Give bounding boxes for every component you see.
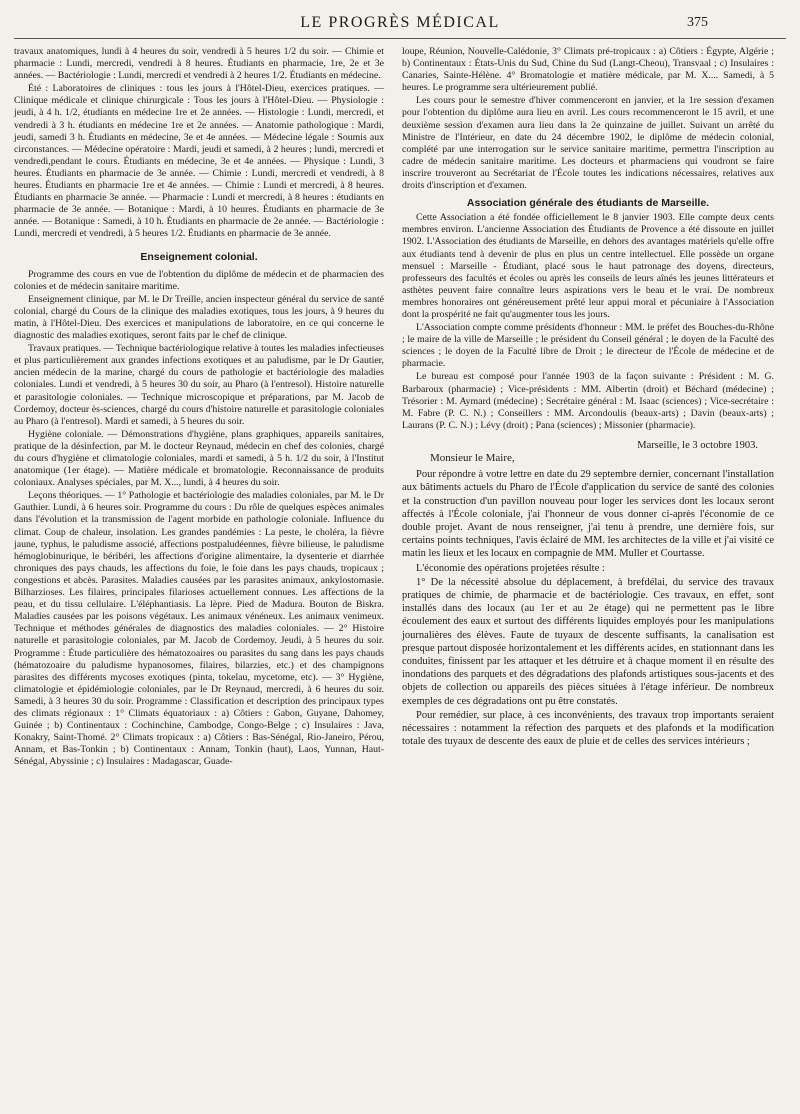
letter-date: Marseille, le 3 octobre 1903. xyxy=(637,439,758,451)
paragraph: Le bureau est composé pour l'année 1903 de la façon suivante : Président : M. G. Barbaroux (pharmacie) ; Vice-présidents : MM. Albertin (droit) et Béchard (médecine) ; Trésorier : M. Aymard (médecine) ; Secrétaire général : M. Isaac (sciences) ; Vice-secrétaire : M. Fabre (P. C. N.) ; Conseillers : MM. Arcondoulis (beaux-arts) ; Davin (beaux-arts) ; Laurans (P. C. N.) ; Lévy (droit) ; Pana (sciences) ; Missonier (pharmacie). xyxy=(402,371,774,431)
paragraph: 1° De la nécessité absolue du déplacement, à brefdélai, du service des travaux pratiques de chimie, de pharmacie et de bactériologie. Ces travaux, en effet, sont installés dans des locaux (au 1er et au 2e étage) qui ne permettent pas le libre écoulement des eaux et surtout des différents liquides employés pour les manipulations journalières des élèves. Faute de tuyaux de descente suffisants, la canalisation est presque partout disposée horizontalement et les différents acides, en stationnant dans les conduites, finissent par les attaquer et les détruire et à chaque moment il en résulte des inondations des parquets et des dégradations des plafonds artistiques sous-jacents et des objets de collection ou appareils des pièces situées à l'étage inférieur. De nombreux exemples de ces dégradations ont pu être constatés. xyxy=(402,576,774,707)
paragraph: Pour remédier, sur place, à ces inconvénients, des travaux trop importants seraient nécessaires : notamment la réfection des parquets et des plafonds et la modification totale des tuyaux de descente des eaux de pluie et de celles des services intérieurs ; xyxy=(402,709,774,748)
right-column xyxy=(402,46,774,749)
section-heading: Association générale des étudiants de Marseille. xyxy=(466,197,710,210)
paragraph: Hygiène coloniale. — Démonstrations d'hygiène, plans graphiques, appareils sanitaires, pratique de la désinfection, par M. le docteur Reynaud, médecin en chef des colonies, chargé du cours d'hygiène et climatologie coloniales, mardi et samedi, à 5 h. 1/2 du soir, à l'Institut anatomique (1er étage). — Matière médicale et bromatologie. Reconnaissance de produits coloniaux. Analyses spéciales, par M. X..., lundi, à 4 heures du soir. xyxy=(14,428,384,489)
paragraph: L'économie des opérations projetées résulte : xyxy=(416,562,605,574)
page-number: 375 xyxy=(687,15,708,30)
paragraph: travaux anatomiques, lundi à 4 heures du soir, vendredi à 5 heures 1/2 du soir. — Chimie et pharmacie : Lundi, mercredi, vendredi à 8 heures. Étudiants en pharmacie, 1re, 2e et 3e années. — Bactériologie : Lundi, mercredi et vendredi à 2 heures 1/2. Étudiants en médecine. xyxy=(14,46,384,82)
paragraph: Leçons théoriques. — 1° Pathologie et bactériologie des maladies coloniales, par M. le Dr Gauthier. Lundi, à 6 heures soir. Programme du cours : Du rôle de quelques espèces animales dans l'évolution et la transmission de l'agent morbide en pathologie coloniale. Influence du climat. Coup de chaleur, insolation. Les grandes pandémies : La peste, le choléra, la fièvre jaune, typhus, le paludisme associé, affections postpaludéennes, fièvre bilieuse, le paludisme hémoglobinurique, le béribéri, les affections d'origine alimentaire, la dysenterie et diarrhée chroniques des pays chauds, les affections du foie, le foie dans les pays chauds, tropicaux ; congestions et abcès. Parasites. Maladies causées par les parasites animaux, ankylostomasie. Bilharzioses. Les filaires, principales filarioses actuellement connues. Les affections de la peau, et du tissu cellulaire. L'éléphantiasis. La lèpre. Pied de Madura. Bouton de Biskra. Maladies causées par les poisons végétaux. Les animaux vénéneux. Les animaux venimeux. Technique et méthodes générales de diagnostics des maladies coloniales. — 2° Histoire naturelle et parasitologie coloniales, par M. Jacob de Cordemoy. Jeudi, à 5 heures du soir. Programme : Étude particulière des hématozoaires ou parasites du sang dans les pays chauds (hématozoaire du paludisme hypanosomes, filaires, bilarzies, etc.) et des champignons parasites des différents mycoses exotiques (pinta, tokelau, mycetome, etc). — 3° Hygiène, climatologie et épidémiologie coloniales, par le Dr Reynaud, mercredi, à 6 heures du soir. Samedi, à 3 heures 30 du soir. Programme : Classification et description des principaux types des climats régionaux : 1° Climats équatoriaux : a) Côtiers : Gabon, Guyane, Dahomey, Guinée ; b) Continentaux : Cochinchine, Cambodge, Congo-Belge ; c) Insulaires : Java, Konakry, Saint-Thomé. 2° Climats tropicaux : a) Côtiers : Bas-Sénégal, Rio-Janeiro, Pérou, Annam, et Bas-Tonkin ; b) Continentaux : Annam, Tonkin (haut), Laos, Yunnan, Haut-Sénégal, Abyssinie ; c) Insulaires : Madagascar, Guade- xyxy=(14,490,384,768)
paragraph: Programme des cours en vue de l'obtention du diplôme de médecin et de pharmacien des colonies et de médecin sanitaire maritime. xyxy=(14,268,384,292)
paragraph: Pour répondre à votre lettre en date du 29 septembre dernier, concernant l'installation aux bâtiments actuels du Pharo de l'École d'application du service de santé des colonies et la construction d'un pavillon nouveau pour loger les services dont les locaux seront affectés à l'École coloniale, j'ai l'honneur de vous donner ci-après l'économie de ce double projet. Avant de nous renseigner, j'ai tenu à prendre, une dernière fois, sur certains points techniques, l'avis éclairé de MM. les architectes de la ville et j'ai visité ce matin les lieux et les locaux en compagnie de MM. Muller et Courtasse. xyxy=(402,469,774,560)
letter-body xyxy=(402,468,774,748)
paragraph: Été : Laboratoires de cliniques : tous les jours à l'Hôtel-Dieu, exercices pratiques. — Clinique médicale et clinique chirurgicale : Tous les jours à l'Hôtel-Dieu. — Physiologie : jeudi, à 4 h. 1/2, étudiants en médecine 1re et 2e années. — Histologie : Lundi, mercredi, et vendredi à 3 h. étudiants en médecine 1re et 2e années. — Anatomie pathologique : Mardi, jeudi, samedi 3 h. Étudiants en médecine, 3e et 4e années. — Médecine légale : Soumis aux circonstances. — Médecine opératoire : Mardi, jeudi et samedi, à 2 heures ; lundi, mercredi et vendredi,pendant le cours. Étudiants en médecine, 3e et 4e années. — Physique : Lundi, 3 heures. Étudiants en pharmacie de 3e année. — Chimie : Lundi, mercredi et vendredi, à 8 heures. Étudiants en pharmacie 1re et 4e années. — Chimie : Lundi et mercredi, à 8 heures. Étudiants en pharmacie 3e année. — Pharmacie : Lundi et mercredi, à 8 heures : étudiants en pharmacie de 3e année. — Botanique : Mardi, à 10 heures. Étudiants en pharmacie de 3e année. — Botanique : Samedi, à 10 h. Étudiants en pharmacie de 2e année. — Bactériologie : Lundi, mercredi et vendredi, à 5 heures 1/2. Étudiants en pharmacie de 3e année. xyxy=(14,83,384,240)
section-heading: Enseignement colonial. xyxy=(140,250,258,263)
paragraph: Cette Association a été fondée officiellement le 8 janvier 1903. Elle compte deux cents membres environ. L'ancienne Association des Étudiants de Provence a été dissoute en juillet 1902. L'Association des étudiants de Marseille, en dehors des avantages matériels qu'elle offre aux étudiants tend à devenir de plus en plus un centre intellectuel. Elle possède un organe mensuel : Marseille - Étudiant, placé sous le haut patronage des doyens, directeurs, professeurs des facultés et écoles ou après les conseils de leurs aînés les jeunes littérateurs et asthètes peuvent faire connaître leurs aspirations vers le beau et le vrai. De nombreux membres honoraires ont généreusement prêté leur appui moral et pécuniaire à l'Association dont la prospérité ne fait qu'augmenter tous les jours. xyxy=(402,212,774,320)
letter-salutation: Monsieur le Maire, xyxy=(430,452,515,464)
header-rule xyxy=(14,38,786,39)
paragraph: Travaux pratiques. — Technique bactériologique relative à toutes les maladies infectieuses et plus particulièrement aux grandes infections exotiques et au paludisme, par le Dr Gautier, ancien médecin de la marine, chargé du cours de pathologie et bactériologie des maladies coloniales. Lundi et vendredi, à 5 heures 30 du soir, au Pharo (à l'entresol). Histoire naturelle et parasitologie coloniales. — Technique microscopique et préparations, par M. Jacob de Cordemoy, docteur ès-sciences, chargé du cours d'histoire naturelle et parasitologie coloniales au Pharo (à l'entresol). Mardi et samedi, à 5 heures du soir. xyxy=(14,343,384,427)
page-header xyxy=(0,14,800,38)
paragraph: Enseignement clinique, par M. le Dr Treille, ancien inspecteur général du service de santé colonial, chargé du Cours de la clinique des maladies exotiques, tous les jours, à 9 heures du matin, à l'Hôtel-Dieu. Des exercices et manipulations de laboratoire, en ce qui concerne le diagnostic des maladies exotiques, seront faits par le chef de clinique. xyxy=(14,293,384,342)
paragraph: L'Association compte comme présidents d'honneur : MM. le préfet des Bouches-du-Rhône ; le maire de la ville de Marseille ; le président du Conseil général ; le doyen de la Faculté des sciences ; le doyen de la Faculté libre de Droit ; le directeur de l'École de médecine et de pharmacie. xyxy=(402,322,774,370)
paragraph: loupe, Réunion, Nouvelle-Calédonie, 3° Climats pré-tropicaux : a) Côtiers : Égypte, Algérie ; b) Continentaux : États-Unis du Sud, Chine du Sud (Langt-Cheou), Transvaal ; c) Insulaires : Canaries, Sainte-Hélène. 4° Bromatologie et matière médicale, par M. X.... Samedi, à 5 heures. Le programme sera ultérieurement publié. xyxy=(402,46,774,94)
journal-title: LE PROGRÈS MÉDICAL xyxy=(300,14,500,31)
left-column xyxy=(14,46,384,769)
paragraph: Les cours pour le semestre d'hiver commenceront en janvier, et la 1re session d'examen pour l'obtention du diplôme aura lieu en avril. Les cours recommenceront le 15 avril, et une deuxième session d'examen aura lieu dans la 2e quinzaine de juillet. Suivant un arrêté du Ministre de l'Intérieur, en date du 24 décembre 1902, le diplôme de médecin colonial, complété par une interrogation sur le service sanitaire maritime, permettra l'inscription au cadre de médecin sanitaire maritime. Les docteurs et pharmaciens qui voudront se faire inscrire trouveront au Secrétariat de l'École toutes les indications nécessaires, relatives aux droits d'inscription et d'examen. xyxy=(402,95,774,192)
